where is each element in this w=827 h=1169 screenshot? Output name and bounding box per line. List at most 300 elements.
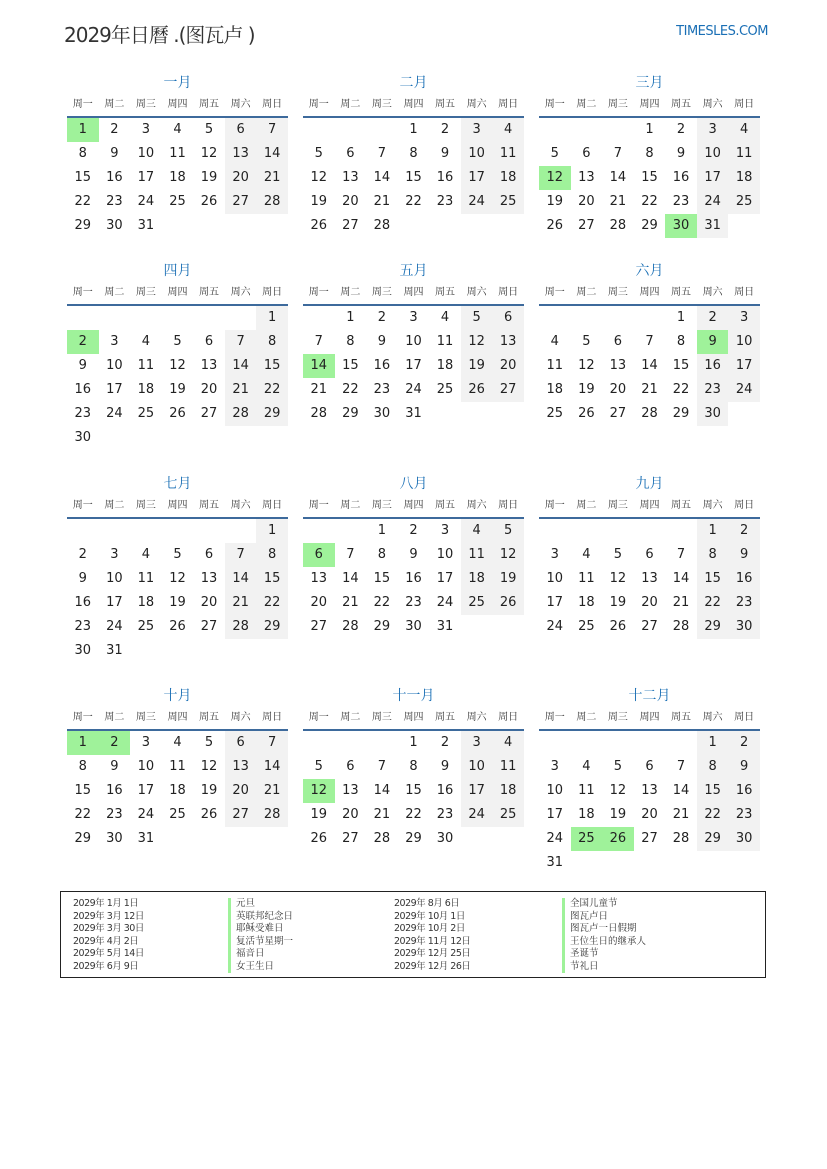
- month-name: 一月: [163, 75, 192, 91]
- month-name: 八月: [399, 476, 428, 492]
- empty-cell: [634, 519, 666, 543]
- holiday-day-cell: 1: [67, 731, 99, 755]
- day-cell: 14: [342, 571, 359, 586]
- day-cell: 15: [697, 779, 729, 803]
- empty-cell: [335, 118, 367, 142]
- day-cell: 17: [106, 595, 123, 610]
- day-cell: 29: [405, 831, 422, 846]
- day-cell: 21: [310, 382, 328, 397]
- day-cell: 26: [546, 218, 564, 233]
- empty-cell: [539, 731, 571, 755]
- weekday-label: 周三: [607, 500, 628, 511]
- day-cell: 15: [74, 783, 92, 798]
- day-cell: 21: [641, 382, 658, 397]
- month-block: [539, 261, 760, 426]
- day-cell: 12: [609, 571, 627, 586]
- day-cell: 27: [641, 831, 658, 846]
- day-cell: 6: [346, 146, 355, 161]
- day-cell: 18: [461, 567, 493, 591]
- day-cell: 31: [405, 406, 422, 421]
- day-cell: 4: [440, 310, 450, 325]
- day-cell: 15: [697, 567, 729, 591]
- weekday-label: 周六: [702, 287, 723, 298]
- month-name: 十月: [163, 688, 192, 704]
- day-cell: 31: [137, 218, 155, 233]
- day-cell: 22: [74, 807, 92, 822]
- day-cell: 14: [641, 358, 658, 373]
- day-cell: 27: [342, 218, 359, 233]
- day-cell: 6: [346, 759, 355, 774]
- day-cell: 2: [697, 306, 729, 330]
- day-cell: 25: [137, 619, 155, 634]
- empty-cell: [366, 731, 398, 755]
- day-cell: 9: [440, 759, 450, 774]
- day-cell: 18: [578, 595, 595, 610]
- day-cell: 4: [141, 547, 151, 562]
- day-cell: 19: [200, 783, 218, 798]
- month-name: 九月: [635, 476, 664, 492]
- weekday-label: 周二: [104, 99, 125, 110]
- day-cell: 30: [697, 402, 729, 426]
- day-cell: 1: [346, 310, 355, 325]
- holiday-name: 福音日: [228, 948, 293, 961]
- day-cell: 12: [169, 571, 186, 586]
- day-cell: 3: [110, 547, 119, 562]
- day-cell: 5: [314, 759, 323, 774]
- day-cell: 20: [641, 595, 658, 610]
- day-cell: 25: [169, 194, 186, 209]
- day-cell: 26: [200, 194, 218, 209]
- day-cell: 29: [256, 615, 288, 639]
- day-grid: [303, 118, 524, 238]
- weekday-label: 周二: [340, 99, 361, 110]
- weekday-label: 周一: [544, 287, 565, 298]
- day-cell: 6: [225, 118, 257, 142]
- day-cell: 7: [225, 330, 257, 354]
- empty-cell: [193, 519, 225, 543]
- day-cell: 18: [169, 170, 186, 185]
- weekday-label: 周四: [167, 712, 188, 723]
- day-cell: 15: [672, 358, 690, 373]
- day-grid: [303, 306, 524, 426]
- weekday-label: 周六: [230, 712, 251, 723]
- weekday-label: 周五: [671, 99, 692, 110]
- empty-cell: [225, 519, 257, 543]
- day-cell: 16: [728, 567, 760, 591]
- weekday-label: 周日: [498, 500, 519, 511]
- day-cell: 21: [256, 166, 288, 190]
- day-cell: 5: [314, 146, 323, 161]
- day-cell: 23: [373, 382, 391, 397]
- day-cell: 3: [728, 306, 760, 330]
- weekday-label: 周一: [72, 99, 93, 110]
- month-block: [539, 686, 760, 875]
- day-cell: 26: [492, 591, 524, 615]
- holiday-name: 复活节星期一: [228, 936, 293, 949]
- day-cell: 6: [492, 306, 524, 330]
- day-cell: 3: [141, 122, 151, 137]
- day-cell: 15: [256, 567, 288, 591]
- empty-cell: [99, 519, 131, 543]
- day-cell: 14: [225, 354, 257, 378]
- day-cell: 29: [74, 218, 92, 233]
- weekday-label: 周一: [308, 99, 329, 110]
- day-cell: 29: [641, 218, 658, 233]
- day-cell: 22: [256, 591, 288, 615]
- holiday-date: 2029年 11月 12日: [394, 935, 471, 947]
- weekday-label: 周五: [199, 99, 220, 110]
- day-cell: 17: [546, 595, 564, 610]
- day-cell: 27: [200, 406, 218, 421]
- day-cell: 17: [405, 358, 422, 373]
- day-grid: [67, 118, 288, 238]
- weekday-label: 周二: [576, 500, 597, 511]
- empty-cell: [303, 118, 335, 142]
- day-cell: 21: [672, 595, 690, 610]
- weekday-label: 周三: [371, 99, 392, 110]
- day-cell: 25: [492, 803, 524, 827]
- day-cell: 3: [409, 310, 418, 325]
- day-cell: 4: [550, 334, 559, 349]
- day-cell: 16: [436, 783, 454, 798]
- day-cell: 14: [225, 567, 257, 591]
- holiday-date: 2029年 3月 12日: [73, 910, 144, 922]
- day-cell: 22: [405, 807, 422, 822]
- day-cell: 12: [609, 783, 627, 798]
- day-cell: 6: [613, 334, 623, 349]
- day-cell: 3: [550, 759, 559, 774]
- empty-cell: [602, 731, 634, 755]
- day-cell: 11: [137, 571, 155, 586]
- day-cell: 24: [546, 831, 564, 846]
- day-cell: 14: [256, 755, 288, 779]
- weekday-label: 周二: [104, 500, 125, 511]
- month-name: 七月: [163, 476, 192, 492]
- day-cell: 28: [310, 406, 328, 421]
- weekday-header: [539, 707, 760, 731]
- day-cell: 4: [492, 118, 524, 142]
- day-cell: 27: [492, 378, 524, 402]
- weekday-label: 周日: [262, 99, 283, 110]
- holiday-date: 2029年 5月 14日: [73, 948, 144, 959]
- day-cell: 17: [106, 382, 123, 397]
- day-cell: 29: [697, 615, 729, 639]
- weekday-label: 周三: [371, 287, 392, 298]
- empty-cell: [162, 306, 194, 330]
- day-cell: 2: [377, 310, 387, 325]
- day-cell: 11: [436, 334, 454, 349]
- month-block: [539, 474, 760, 639]
- weekday-label: 周五: [671, 500, 692, 511]
- day-cell: 28: [672, 831, 690, 846]
- day-cell: 30: [436, 831, 454, 846]
- day-cell: 22: [641, 194, 658, 209]
- weekday-label: 周日: [262, 500, 283, 511]
- day-cell: 12: [200, 759, 218, 774]
- day-cell: 10: [137, 759, 155, 774]
- day-cell: 16: [74, 595, 92, 610]
- day-cell: 17: [697, 166, 729, 190]
- holiday-names-left: [228, 898, 293, 973]
- day-cell: 22: [373, 595, 391, 610]
- day-cell: 23: [436, 807, 454, 822]
- day-cell: 17: [546, 807, 564, 822]
- day-cell: 10: [137, 146, 155, 161]
- day-cell: 7: [256, 731, 288, 755]
- day-cell: 10: [697, 142, 729, 166]
- day-cell: 26: [461, 378, 493, 402]
- day-grid: [67, 731, 288, 851]
- day-cell: 24: [546, 619, 564, 634]
- day-cell: 15: [405, 170, 422, 185]
- day-cell: 18: [546, 382, 564, 397]
- empty-cell: [665, 731, 697, 755]
- day-cell: 21: [373, 807, 391, 822]
- day-cell: 6: [225, 731, 257, 755]
- month-name: 二月: [399, 75, 428, 91]
- day-cell: 8: [409, 759, 418, 774]
- day-cell: 7: [314, 334, 323, 349]
- day-grid: [67, 306, 288, 450]
- day-cell: 2: [110, 122, 119, 137]
- weekday-label: 周四: [403, 712, 424, 723]
- day-cell: 30: [728, 827, 760, 851]
- day-cell: 1: [697, 731, 729, 755]
- weekday-label: 周一: [308, 500, 329, 511]
- weekday-label: 周四: [639, 500, 660, 511]
- weekday-label: 周五: [671, 712, 692, 723]
- day-cell: 24: [461, 190, 493, 214]
- day-cell: 23: [436, 194, 454, 209]
- day-cell: 18: [137, 382, 155, 397]
- day-cell: 11: [137, 358, 155, 373]
- day-cell: 18: [492, 779, 524, 803]
- day-cell: 13: [310, 571, 328, 586]
- empty-cell: [162, 519, 194, 543]
- site-link[interactable]: TIMESLES.COM: [676, 24, 768, 39]
- day-cell: 27: [578, 218, 595, 233]
- day-cell: 16: [405, 571, 422, 586]
- day-cell: 3: [141, 735, 151, 750]
- empty-cell: [539, 118, 571, 142]
- day-cell: 16: [373, 358, 391, 373]
- day-cell: 11: [492, 755, 524, 779]
- day-cell: 18: [728, 166, 760, 190]
- day-cell: 11: [728, 142, 760, 166]
- month-name: 六月: [635, 263, 664, 279]
- day-cell: 20: [200, 382, 218, 397]
- weekday-label: 周二: [104, 712, 125, 723]
- empty-cell: [634, 306, 666, 330]
- day-cell: 1: [256, 306, 288, 330]
- holiday-date: 2029年 10月 2日: [394, 923, 465, 934]
- day-cell: 30: [74, 643, 92, 658]
- day-cell: 7: [256, 118, 288, 142]
- day-cell: 1: [676, 310, 686, 325]
- holiday-dates-right: [394, 898, 470, 973]
- day-cell: 6: [204, 547, 214, 562]
- day-cell: 31: [436, 619, 454, 634]
- day-cell: 27: [225, 190, 257, 214]
- day-cell: 4: [728, 118, 760, 142]
- day-cell: 21: [609, 194, 627, 209]
- day-cell: 31: [137, 831, 155, 846]
- day-cell: 8: [78, 146, 87, 161]
- day-cell: 13: [342, 783, 359, 798]
- day-cell: 7: [676, 759, 686, 774]
- day-cell: 29: [373, 619, 391, 634]
- weekday-label: 周六: [466, 99, 487, 110]
- weekday-label: 周一: [308, 287, 329, 298]
- day-cell: 15: [74, 170, 92, 185]
- day-cell: 11: [461, 543, 493, 567]
- day-cell: 4: [141, 334, 151, 349]
- weekday-label: 周五: [199, 500, 220, 511]
- empty-cell: [130, 306, 162, 330]
- day-cell: 16: [672, 170, 690, 185]
- day-cell: 17: [436, 571, 454, 586]
- day-cell: 29: [672, 406, 690, 421]
- day-cell: 6: [645, 759, 654, 774]
- weekday-header: [67, 707, 288, 731]
- day-cell: 6: [204, 334, 214, 349]
- weekday-label: 周六: [466, 287, 487, 298]
- weekday-label: 周三: [607, 287, 628, 298]
- weekday-label: 周三: [607, 712, 628, 723]
- day-cell: 13: [225, 142, 257, 166]
- day-cell: 7: [645, 334, 654, 349]
- weekday-label: 周三: [135, 712, 156, 723]
- day-cell: 8: [645, 146, 654, 161]
- day-cell: 21: [256, 779, 288, 803]
- day-cell: 22: [256, 378, 288, 402]
- day-cell: 2: [78, 547, 87, 562]
- day-cell: 7: [225, 543, 257, 567]
- weekday-label: 周六: [466, 500, 487, 511]
- month-name: 三月: [635, 75, 664, 91]
- day-cell: 5: [173, 334, 182, 349]
- weekday-label: 周六: [230, 500, 251, 511]
- day-cell: 24: [106, 619, 123, 634]
- day-cell: 31: [106, 643, 123, 658]
- day-cell: 3: [110, 334, 119, 349]
- day-cell: 26: [169, 406, 186, 421]
- holiday-date: 2029年 12月 26日: [394, 960, 471, 972]
- day-cell: 22: [672, 382, 690, 397]
- empty-cell: [193, 306, 225, 330]
- weekday-label: 周三: [371, 500, 392, 511]
- day-cell: 1: [256, 519, 288, 543]
- month-block: [539, 73, 760, 238]
- day-grid: [539, 519, 760, 639]
- day-cell: 24: [137, 807, 155, 822]
- weekday-label: 周四: [403, 99, 424, 110]
- day-cell: 26: [310, 831, 328, 846]
- day-cell: 18: [436, 358, 454, 373]
- day-cell: 28: [672, 619, 690, 634]
- holiday-date: 2029年 6月 9日: [73, 960, 139, 972]
- weekday-header: [303, 282, 524, 306]
- day-grid: [67, 519, 288, 663]
- weekday-label: 周一: [544, 712, 565, 723]
- month-block: [67, 73, 288, 238]
- weekday-label: 周日: [262, 287, 283, 298]
- day-cell: 28: [225, 615, 257, 639]
- day-cell: 7: [613, 146, 623, 161]
- weekday-label: 周四: [167, 500, 188, 511]
- weekday-label: 周一: [72, 287, 93, 298]
- holiday-name: 全国儿童节: [562, 898, 646, 911]
- holiday-date: 2029年 8月 6日: [394, 898, 460, 909]
- day-cell: 11: [546, 358, 564, 373]
- day-cell: 25: [492, 190, 524, 214]
- weekday-label: 周二: [104, 287, 125, 298]
- day-cell: 28: [373, 831, 391, 846]
- day-cell: 10: [106, 358, 123, 373]
- day-cell: 28: [609, 218, 627, 233]
- weekday-label: 周四: [403, 287, 424, 298]
- day-cell: 9: [78, 358, 87, 373]
- holiday-date: 2029年 12月 25日: [394, 948, 471, 959]
- day-cell: 24: [697, 190, 729, 214]
- day-cell: 28: [373, 218, 391, 233]
- holiday-day-cell: 12: [303, 779, 335, 803]
- day-cell: 20: [641, 807, 658, 822]
- day-cell: 5: [204, 122, 214, 137]
- weekday-label: 周四: [639, 712, 660, 723]
- weekday-label: 周二: [340, 712, 361, 723]
- day-cell: 24: [436, 595, 454, 610]
- day-cell: 23: [74, 619, 92, 634]
- month-name: 十二月: [628, 688, 671, 704]
- day-cell: 23: [697, 378, 729, 402]
- day-cell: 23: [728, 803, 760, 827]
- day-grid: [539, 731, 760, 875]
- day-cell: 17: [728, 354, 760, 378]
- day-cell: 12: [492, 543, 524, 567]
- day-cell: 19: [169, 595, 186, 610]
- day-cell: 26: [578, 406, 595, 421]
- day-cell: 10: [546, 783, 564, 798]
- day-cell: 3: [461, 731, 493, 755]
- day-cell: 19: [310, 807, 328, 822]
- day-cell: 13: [342, 170, 359, 185]
- day-cell: 23: [405, 595, 422, 610]
- empty-cell: [99, 306, 131, 330]
- weekday-label: 周三: [371, 712, 392, 723]
- day-cell: 28: [342, 619, 359, 634]
- empty-cell: [303, 519, 335, 543]
- day-cell: 18: [492, 166, 524, 190]
- day-cell: 17: [461, 779, 493, 803]
- holiday-date: 2029年 1月 1日: [73, 898, 139, 909]
- day-cell: 7: [377, 759, 387, 774]
- day-cell: 13: [578, 170, 595, 185]
- empty-cell: [602, 118, 634, 142]
- holiday-day-cell: 30: [665, 214, 697, 238]
- day-cell: 20: [225, 166, 257, 190]
- day-cell: 27: [641, 619, 658, 634]
- day-cell: 13: [225, 755, 257, 779]
- day-cell: 22: [405, 194, 422, 209]
- weekday-label: 周六: [230, 287, 251, 298]
- weekday-label: 周三: [135, 500, 156, 511]
- day-cell: 6: [582, 146, 591, 161]
- day-cell: 20: [310, 595, 328, 610]
- day-cell: 2: [728, 519, 760, 543]
- day-cell: 14: [373, 783, 391, 798]
- day-cell: 3: [440, 523, 450, 538]
